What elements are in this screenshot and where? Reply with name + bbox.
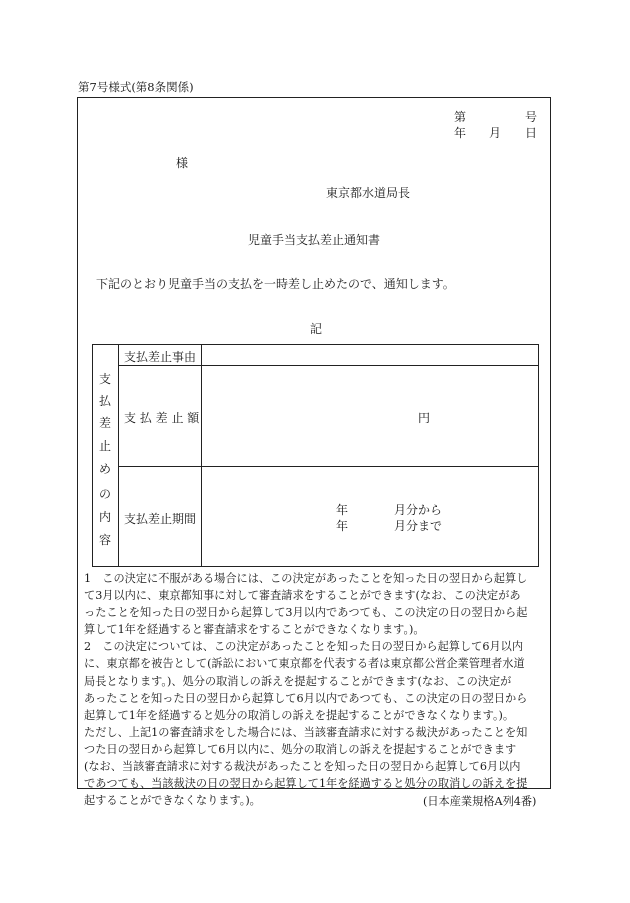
note-2-line: に、東京都を被告として(訴訟において東京都を代表する者は東京都公営企業管理者水道: [84, 657, 525, 671]
note-1-line: 算して1年を経過すると審査請求をすることができなくなります。)。: [84, 623, 425, 637]
date-day: 日: [525, 126, 538, 140]
note-2-line: 起算して1年を経過すると処分の取消しの訴えを提起することができなくなります。)。: [84, 708, 515, 722]
note-2-line: ただし、上記1の審査請求をした場合には、当該審査請求に対する裁決があったことを知: [84, 725, 528, 739]
table-row-divider-2: [118, 466, 539, 467]
side-header-char: 支: [98, 372, 111, 386]
period-to-year: 年: [336, 519, 349, 533]
table-row-divider-1: [118, 365, 539, 366]
side-header-char: 差: [98, 416, 111, 430]
period-to-month: 月分まで: [394, 519, 443, 533]
note-1-line: 1 この決定に不服がある場合には、この決定があったことを知った日の翌日から起算し: [84, 572, 528, 585]
side-header-char: 容: [98, 533, 111, 547]
note-2-line: つた日の翌日から起算して6月以内に、処分の取消しの訴えを提起することができます: [84, 742, 517, 756]
date-year: 年: [454, 126, 467, 140]
intro-text: 下記のとおり児童手当の支払を一時差し止めたので、通知します。: [96, 277, 455, 291]
table-label-divider: [201, 344, 202, 567]
number-go: 号: [525, 110, 538, 124]
note-1-line: て3月以内に、東京都知事に対して審査請求をすることができます(なお、この決定があ: [84, 589, 521, 603]
row-label-period: 支払差止期間: [124, 512, 197, 526]
note-2: [84, 638, 548, 809]
table-top-border: [92, 344, 539, 345]
note-1: [84, 570, 548, 638]
number-dai: 第: [454, 110, 467, 124]
addressee-suffix: 様: [176, 156, 189, 170]
side-header-char: 止: [98, 439, 111, 453]
row-label-reason: 支払差止事由: [124, 350, 197, 364]
side-header-char: の: [98, 487, 111, 501]
note-2-line: 2 この決定については、この決定があったことを知った日の翌日から起算して6月以内: [84, 640, 524, 654]
side-header-char: 払: [98, 394, 111, 408]
table-side-divider: [118, 344, 119, 567]
note-2-line: (なお、当該審査請求に対する裁決があったことを知った日の翌日から起算して6月以内: [84, 760, 521, 774]
period-from-month: 月分から: [394, 503, 443, 517]
note-2-line: 局長となります。)、処分の取消しの訴えを提起することができます(なお、この決定が: [84, 674, 512, 688]
side-header-char: 内: [98, 510, 111, 524]
ki-heading: 記: [310, 322, 323, 336]
document-title: 児童手当支払差止通知書: [248, 233, 381, 247]
period-from-year: 年: [336, 503, 349, 517]
date-month: 月: [489, 126, 502, 140]
amount-unit: 円: [418, 411, 431, 425]
table-right-border: [538, 344, 539, 567]
table-bottom-border: [92, 566, 539, 567]
footer-paper-size: (日本産業規格A列4番): [423, 795, 537, 808]
side-header-char: め: [98, 462, 111, 476]
row-label-amount: 支 払 差 止 額: [124, 411, 200, 425]
note-2-line: であつても、当該裁決の日の翌日から起算して1年を経過すると処分の取消しの訴えを提: [84, 777, 528, 791]
notes-section: [84, 570, 548, 809]
form-code: 第7号様式(第8条関係): [78, 80, 194, 94]
note-1-line: ったことを知った日の翌日から起算して3月以内であつても、この決定の日の翌日から起: [84, 606, 528, 620]
issuer: 東京都水道局長: [326, 186, 411, 200]
note-2-line: あったことを知った日の翌日から起算して6月以内であつても、この決定の日の翌日から: [84, 691, 528, 705]
note-2-line: 起することができなくなります。)。: [84, 794, 261, 808]
